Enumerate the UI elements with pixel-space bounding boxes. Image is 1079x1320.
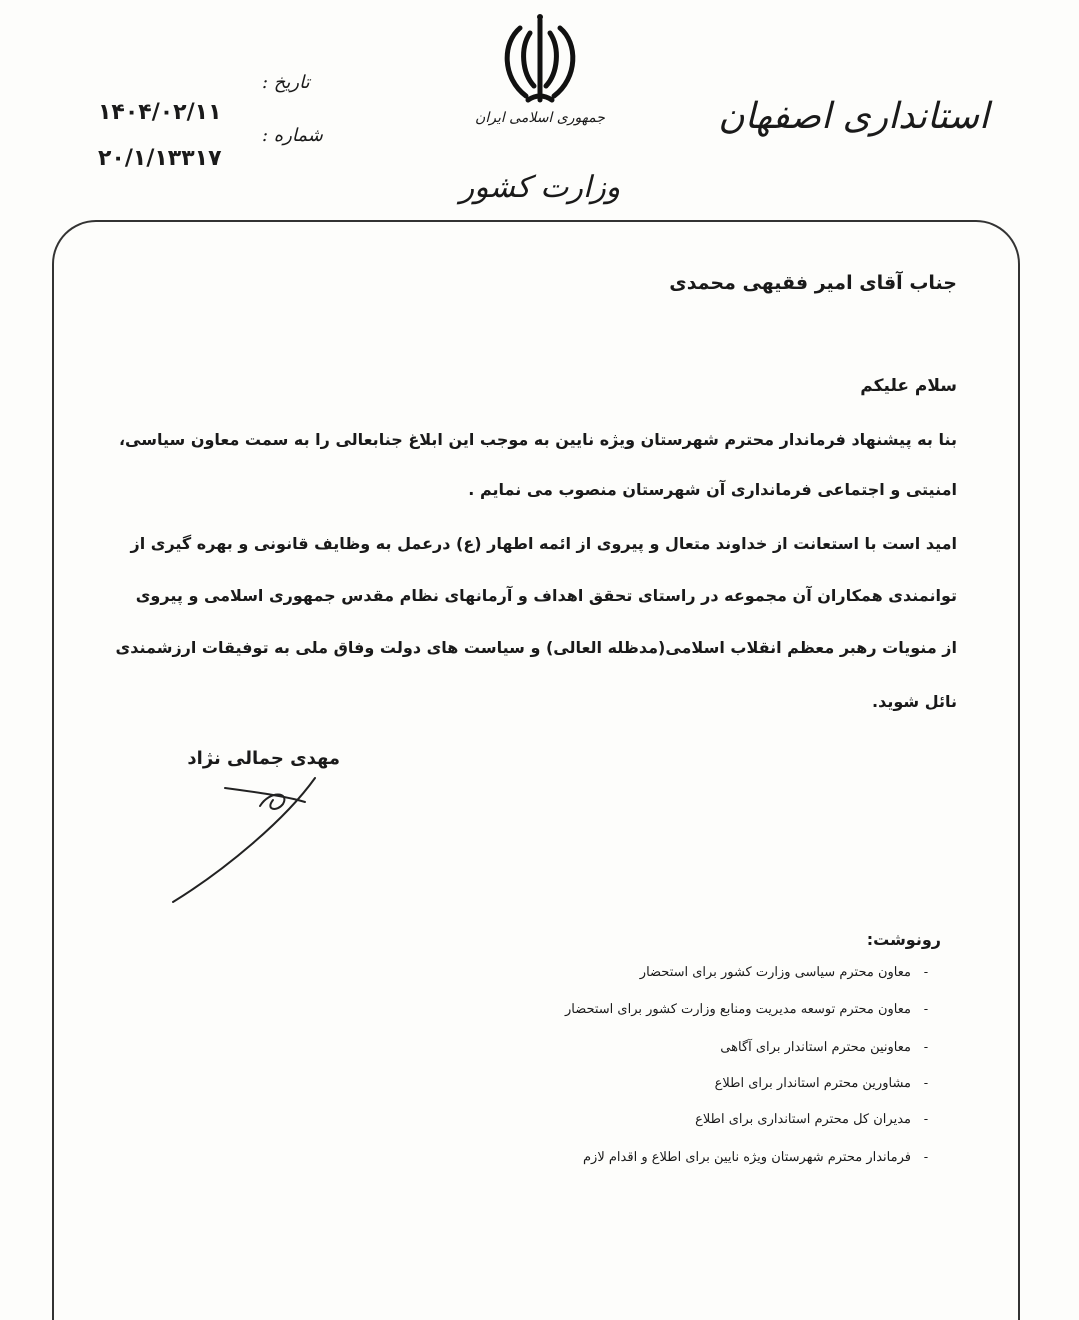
- cc-item-text: معاون محترم سیاسی وزارت کشور برای استحضار: [639, 965, 911, 980]
- organization-title: استانداری اصفهان: [718, 96, 989, 137]
- cc-title: رونوشت:: [866, 930, 941, 949]
- greeting: سلام علیکم: [860, 376, 957, 396]
- cc-item-text: معاونین محترم استاندار برای آگاهی: [720, 1040, 911, 1055]
- body-line: توانمندی همکاران آن مجموعه در راستای تحقق اهداف و آرمانهای نظام مقدس جمهوری اسلامی و پیروی: [135, 586, 957, 605]
- cc-dash: -: [923, 1112, 929, 1127]
- cc-dash: -: [923, 965, 929, 980]
- number-value: ۲۰/۱/۱۳۳۱۷: [98, 146, 222, 171]
- body-line: امید است با استعانت از خداوند متعال و پیروی از ائمه اطهار (ع) درعمل به وظایف قانونی و بهره گیری از: [130, 534, 957, 553]
- body-line: از منویات رهبر معظم انقلاب اسلامی(مدظله العالی) و سیاست های دولت وفاق ملی به توفیقات ارزشمندی: [115, 638, 957, 657]
- cc-item: [640, 965, 941, 980]
- iran-emblem-icon: [490, 8, 590, 108]
- cc-dash: -: [923, 1150, 929, 1165]
- cc-item-text: مشاورین محترم استاندار برای اطلاع: [714, 1076, 911, 1091]
- number-label: شماره :: [262, 125, 323, 146]
- body-line: نائل شوید.: [872, 692, 957, 711]
- ministry-label: وزارت کشور: [459, 170, 621, 205]
- date-label: تاریخ :: [262, 72, 310, 93]
- body-line: امنیتی و اجتماعی فرمانداری آن شهرستان منصوب می نمایم .: [468, 480, 957, 499]
- signer-name: مهدی جمالی نژاد: [187, 748, 340, 769]
- cc-item: [565, 1002, 941, 1017]
- body-line: بنا به پیشنهاد فرماندار محترم شهرستان ویژه نایین به موجب این ابلاغ جنابعالی را به سمت معاون سیاسی،: [118, 430, 957, 449]
- date-value: ۱۴۰۴/۰۲/۱۱: [98, 100, 222, 125]
- cc-item: [720, 1040, 941, 1055]
- addressee: جناب آقای امیر فقیهی محمدی: [669, 272, 957, 294]
- cc-item: [715, 1076, 941, 1091]
- cc-dash: -: [923, 1076, 929, 1091]
- cc-item: [583, 1150, 941, 1165]
- signature-icon: [165, 770, 345, 910]
- cc-item-text: معاون محترم توسعه مدیریت ومنابع وزارت کشور برای استحضار: [564, 1002, 911, 1017]
- cc-dash: -: [923, 1040, 929, 1055]
- cc-dash: -: [923, 1002, 929, 1017]
- cc-item-text: مدیران کل محترم استانداری برای اطلاع: [695, 1112, 911, 1127]
- republic-label: جمهوری اسلامی ایران: [475, 110, 605, 126]
- cc-item-text: فرماندار محترم شهرستان ویژه نایین برای اطلاع و اقدام لازم: [583, 1150, 911, 1165]
- cc-item: [695, 1112, 941, 1127]
